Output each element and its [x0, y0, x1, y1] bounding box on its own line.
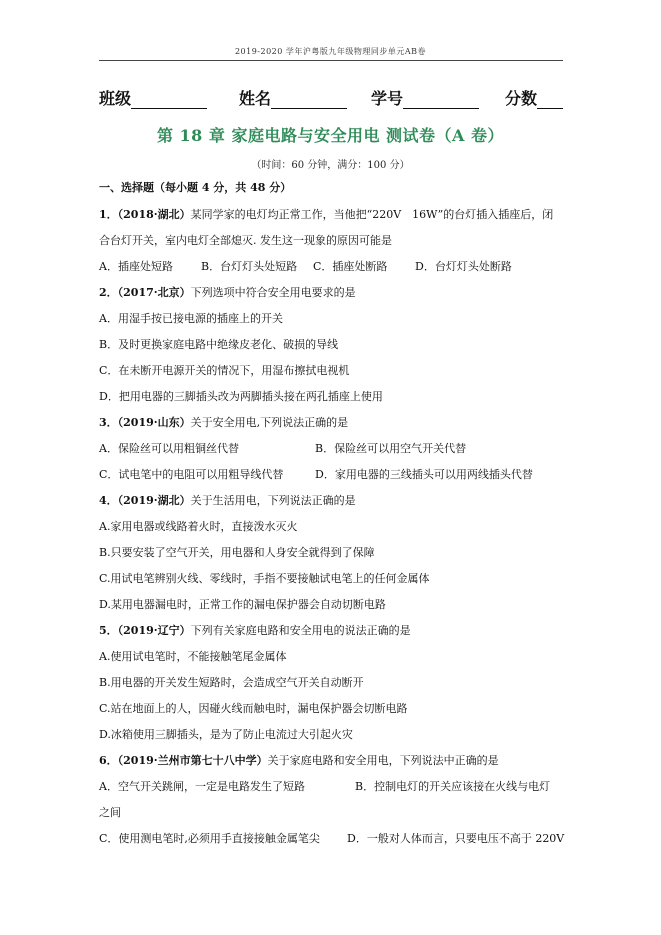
- question-6-options-row-1: [99, 780, 569, 794]
- option-a[interactable]: A．用湿手按已接电源的插座上的开关: [99, 312, 283, 325]
- name-label: 姓名: [239, 89, 272, 108]
- option-b[interactable]: B．台灯灯头处短路: [201, 260, 298, 273]
- option-a[interactable]: A．保险丝可以用粗铜丝代替: [99, 442, 239, 455]
- question-number: 5: [99, 624, 107, 637]
- option-b[interactable]: B．控制电灯的开关应该接在火线与电灯: [355, 780, 551, 793]
- score-field[interactable]: [505, 86, 563, 109]
- option-a[interactable]: A．空气开关跳闸，一定是电路发生了短路: [99, 780, 305, 793]
- question-2: 2．（2017·北京）下列选项中符合安全用电要求的是: [99, 286, 356, 299]
- option-b[interactable]: B．保险丝可以用空气开关代替: [315, 442, 467, 455]
- option-d[interactable]: D．台灯灯头处断路: [415, 260, 512, 273]
- question-source: （2018·湖北）: [117, 208, 191, 221]
- option-d[interactable]: D．把用电器的三脚插头改为两脚插头接在两孔插座上使用: [99, 390, 383, 403]
- header-rule: [99, 60, 563, 61]
- option-a[interactable]: A.使用试电笔时，不能接触笔尾金属体: [99, 650, 287, 663]
- option-b[interactable]: B.用电器的开关发生短路时，会造成空气开关自动断开: [99, 676, 364, 689]
- question-3: 3．（2019·山东）关于安全用电,下列说法正确的是: [99, 416, 349, 429]
- question-number: 4: [99, 494, 107, 507]
- question-stem: 关于安全用电,下列说法正确的是: [190, 416, 349, 429]
- question-source: （2019·辽宁）: [117, 624, 191, 637]
- option-b-continued: 之间: [99, 806, 121, 819]
- class-label: 班级: [99, 89, 132, 108]
- question-source: （2019·兰州市第七十八中学）: [117, 754, 268, 767]
- option-d[interactable]: D.某用电器漏电时，正常工作的漏电保护器会自动切断电路: [99, 598, 386, 611]
- score-blank[interactable]: [537, 90, 563, 109]
- option-b[interactable]: B．及时更换家庭电路中绝缘皮老化、破损的导线: [99, 338, 339, 351]
- question-stem: 下列有关家庭电路和安全用电的说法正确的是: [190, 624, 411, 637]
- student-info-line: [99, 86, 569, 110]
- exam-title: 第 18 章 家庭电路与安全用电 测试卷（A 卷）: [156, 126, 505, 145]
- question-stem: 关于生活用电，下列说法正确的是: [190, 494, 356, 507]
- option-a[interactable]: A．插座处短路: [99, 260, 173, 273]
- question-stem: 关于家庭电路和安全用电，下列说法中正确的是: [267, 754, 499, 767]
- score-label: 分数: [505, 89, 538, 108]
- question-number: 2: [99, 286, 107, 299]
- exam-subtitle: （时间：60 分钟，满分：100 分）: [251, 160, 410, 171]
- option-c[interactable]: C．试电笔中的电阻可以用粗导线代替: [99, 468, 284, 481]
- question-stem: 下列选项中符合安全用电要求的是: [190, 286, 356, 299]
- question-number: 3: [99, 416, 107, 429]
- question-1-stem-continued: 合台灯开关，室内电灯全部熄灭. 发生这一现象的原因可能是: [99, 234, 392, 247]
- option-d[interactable]: D．家用电器的三线插头可以用两线插头代替: [315, 468, 533, 481]
- class-field[interactable]: [99, 86, 207, 109]
- option-d[interactable]: D.冰箱使用三脚插头，是为了防止电流过大引起火灾: [99, 728, 353, 741]
- name-field[interactable]: [239, 86, 347, 109]
- question-1-options: [99, 260, 569, 274]
- option-c[interactable]: C．插座处断路: [313, 260, 388, 273]
- question-4: 4．（2019·湖北）关于生活用电，下列说法正确的是: [99, 494, 356, 507]
- question-3-options-row-1: [99, 442, 569, 456]
- option-a[interactable]: A.家用电器或线路着火时，直接泼水灭火: [99, 520, 298, 533]
- number-blank[interactable]: [403, 90, 479, 109]
- question-5: 5．（2019·辽宁）下列有关家庭电路和安全用电的说法正确的是: [99, 624, 411, 637]
- number-field[interactable]: [371, 86, 479, 109]
- question-source: （2019·山东）: [117, 416, 191, 429]
- class-blank[interactable]: [131, 90, 207, 109]
- question-number: 6: [99, 754, 107, 767]
- question-stem: 某同学家的电灯均正常工作，当他把“220V 16W”的台灯插入插座后，闭: [190, 208, 554, 221]
- question-3-options-row-2: [99, 468, 569, 482]
- question-source: （2019·湖北）: [117, 494, 191, 507]
- option-b[interactable]: B.只要安装了空气开关，用电器和人身安全就得到了保障: [99, 546, 375, 559]
- question-6-options-row-2: [99, 832, 569, 846]
- option-c[interactable]: C.站在地面上的人，因碰火线而触电时，漏电保护器会切断电路: [99, 702, 408, 715]
- section-heading: 一、选择题（每小题 4 分，共 48 分）: [99, 181, 292, 194]
- number-label: 学号: [371, 89, 404, 108]
- question-1: 1．（2018·湖北）某同学家的电灯均正常工作，当他把“220V 16W”的台灯插入插座后，闭: [99, 208, 554, 221]
- option-c[interactable]: C.用试电笔辨别火线、零线时，手指不要接触试电笔上的任何金属体: [99, 572, 430, 585]
- question-number: 1: [99, 208, 107, 221]
- running-header: 2019-2020 学年沪粤版九年级物理同步单元AB卷: [234, 47, 427, 56]
- option-d[interactable]: D．一般对人体而言，只要电压不高于 220V: [347, 832, 565, 845]
- option-c[interactable]: C．在未断开电源开关的情况下，用湿布擦拭电视机: [99, 364, 350, 377]
- name-blank[interactable]: [271, 90, 347, 109]
- question-source: （2017·北京）: [117, 286, 191, 299]
- question-6: 6．（2019·兰州市第七十八中学）关于家庭电路和安全用电，下列说法中正确的是: [99, 754, 499, 767]
- option-c[interactable]: C．使用测电笔时,必须用手直接接触金属笔尖: [99, 832, 320, 845]
